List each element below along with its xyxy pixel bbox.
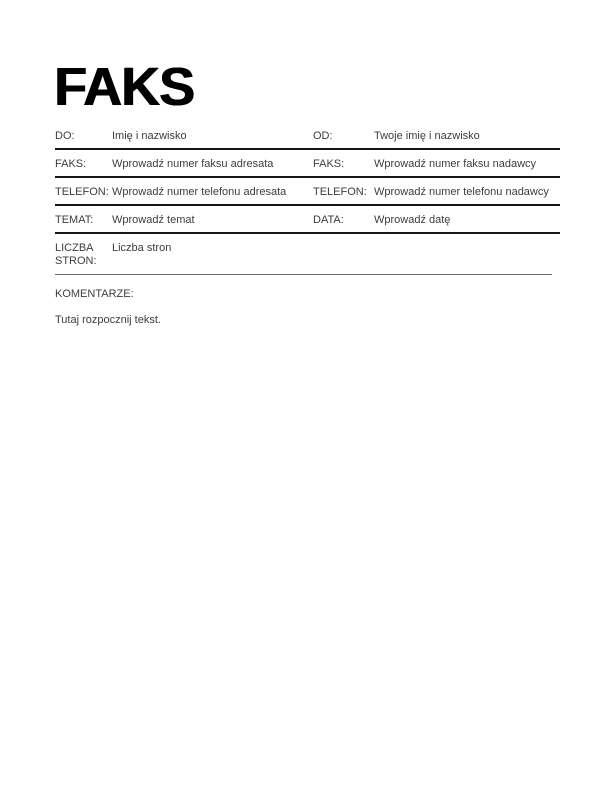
pages-divider-rule bbox=[55, 274, 552, 275]
field-label-sender-phone: TELEFON: bbox=[313, 186, 367, 198]
form-row-phone bbox=[55, 178, 560, 206]
field-value-recipient-fax[interactable]: Wprowadź numer faksu adresata bbox=[112, 158, 274, 170]
field-label-recipient-phone: TELEFON: bbox=[55, 186, 109, 198]
field-value-sender-phone[interactable]: Wprowadź numer telefonu nadawcy bbox=[374, 186, 549, 198]
field-value-pages[interactable]: Liczba stron bbox=[112, 242, 172, 254]
field-label-recipient-fax: FAKS: bbox=[55, 158, 87, 170]
field-label-pages: LICZBA STRON: bbox=[55, 242, 97, 267]
page-title: FAKS bbox=[54, 57, 195, 117]
field-value-date[interactable]: Wprowadź datę bbox=[374, 214, 451, 226]
field-value-subject[interactable]: Wprowadź temat bbox=[112, 214, 195, 226]
comments-placeholder-text[interactable]: Tutaj rozpocznij tekst. bbox=[55, 314, 161, 326]
field-label-subject: TEMAT: bbox=[55, 214, 94, 226]
field-value-recipient-name[interactable]: Imię i nazwisko bbox=[112, 130, 187, 142]
field-value-sender-name[interactable]: Twoje imię i nazwisko bbox=[374, 130, 480, 142]
field-label-to: DO: bbox=[55, 130, 75, 142]
field-label-from: OD: bbox=[313, 130, 333, 142]
form-row-fax bbox=[55, 150, 560, 178]
form-row-subject-date bbox=[55, 206, 560, 234]
fax-form bbox=[55, 125, 560, 327]
form-row-to-from bbox=[55, 125, 560, 150]
field-value-sender-fax[interactable]: Wprowadź numer faksu nadawcy bbox=[374, 158, 537, 170]
field-value-recipient-phone[interactable]: Wprowadź numer telefonu adresata bbox=[112, 186, 287, 198]
field-label-sender-fax: FAKS: bbox=[313, 158, 345, 170]
field-label-date: DATA: bbox=[313, 214, 344, 226]
comments-label: KOMENTARZE: bbox=[55, 288, 134, 300]
form-row-pages bbox=[55, 234, 560, 274]
